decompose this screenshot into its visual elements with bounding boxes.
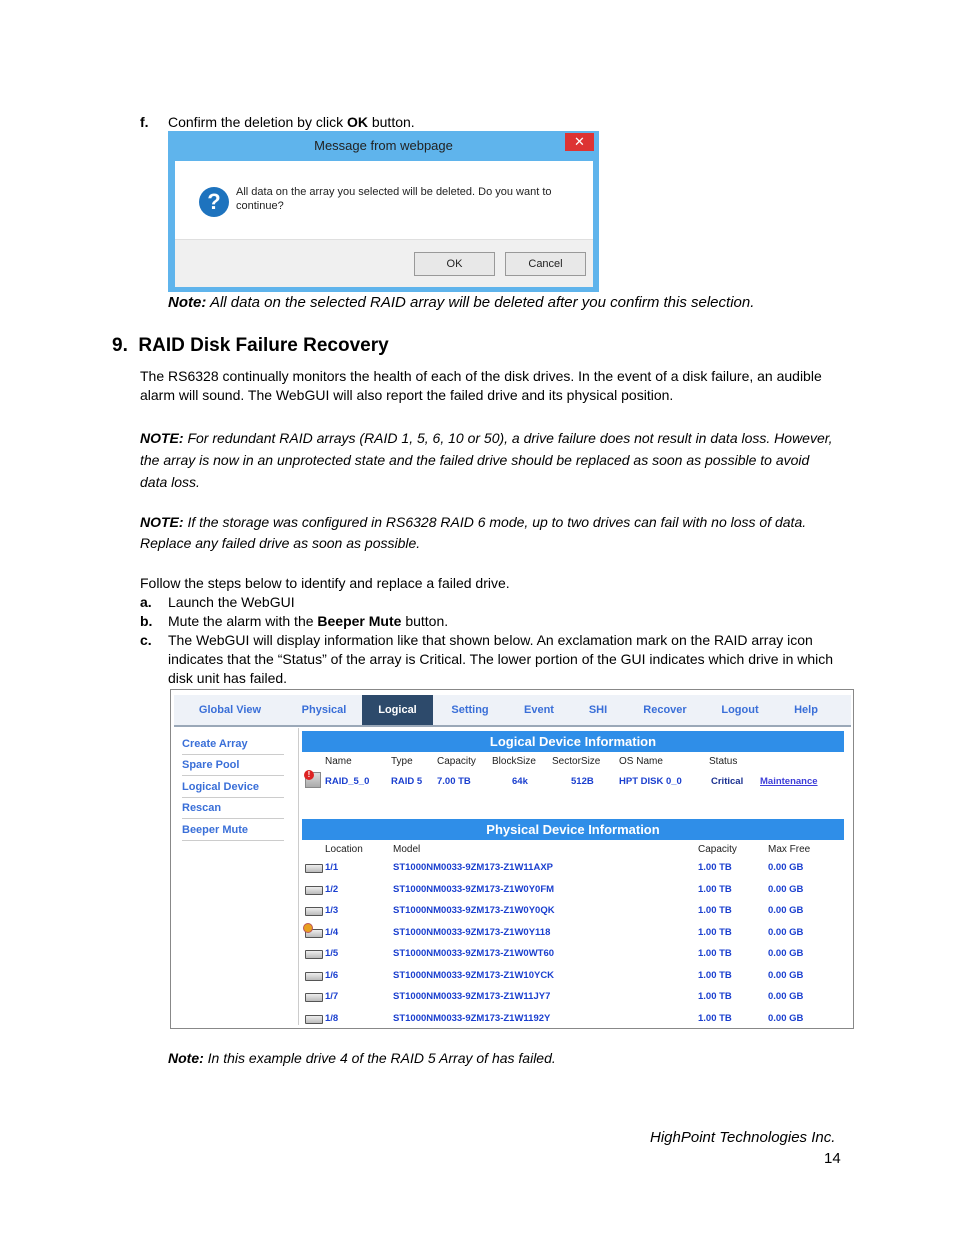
disk-location: 1/5 [325, 948, 339, 959]
step-a-letter: a. [140, 594, 152, 610]
array-sectorsize: 512B [571, 776, 594, 787]
col-os-name: OS Name [619, 756, 663, 767]
dialog-footer [175, 239, 593, 287]
disk-capacity: 1.00 TB [698, 905, 732, 916]
confirm-dialog [168, 131, 599, 292]
disk-location: 1/3 [325, 905, 339, 916]
disk-max-free: 0.00 GB [768, 1013, 804, 1024]
array-type: RAID 5 [391, 776, 423, 787]
array-blocksize: 64k [512, 776, 528, 787]
disk-capacity: 1.00 TB [698, 884, 732, 895]
col-location: Location [325, 844, 363, 855]
disk-model: ST1000NM0033-9ZM173-Z1W10YCK [393, 970, 555, 981]
tab-recover[interactable]: Recover [643, 704, 687, 716]
array-capacity: 7.00 TB [437, 776, 471, 787]
tab-bar [174, 695, 851, 727]
sidebar-item-create-array[interactable]: Create Array [182, 734, 284, 755]
step-c-letter: c. [140, 632, 152, 648]
disk-capacity: 1.00 TB [698, 970, 732, 981]
step-f-letter: f. [140, 114, 149, 130]
disk-row[interactable] [171, 970, 851, 984]
sidebar-item-spare-pool[interactable]: Spare Pool [182, 755, 284, 776]
tab-event[interactable]: Event [524, 704, 554, 716]
sidebar-item-beeper-mute[interactable]: Beeper Mute [182, 820, 284, 841]
dialog-message: All data on the array you selected will be deleted. Do you want to continue? [236, 186, 552, 212]
note-raid6: NOTE: If the storage was configured in RS6328 RAID 6 mode, up to two drives can fail with no loss of data. Replace any failed drive as soon as possible. [140, 514, 807, 551]
note-redundant: NOTE: For redundant RAID arrays (RAID 1, 5, 6, 10 or 50), a drive failure does not result in data loss. However, the array is now in an unprotected state and the failed drive should be replaced as soon as possible to avoid data loss. [140, 430, 833, 490]
page-number: 14 [824, 1150, 841, 1167]
tab-logout[interactable]: Logout [721, 704, 759, 716]
disk-location: 1/7 [325, 991, 339, 1002]
step-f-text: Confirm the deletion by click OK button. [168, 114, 415, 130]
array-status: Critical [711, 776, 744, 787]
failed-drive-icon [303, 923, 313, 933]
webgui-screenshot [170, 689, 854, 1029]
disk-location: 1/2 [325, 884, 339, 895]
disk-drive-icon [305, 886, 323, 895]
tab-global-view[interactable]: Global View [198, 704, 262, 716]
col-status: Status [709, 756, 738, 767]
disk-row[interactable] [171, 991, 851, 1005]
disk-location: 1/6 [325, 970, 339, 981]
close-icon[interactable]: ✕ [565, 133, 594, 151]
col-disk-capacity: Capacity [698, 844, 737, 855]
disk-model: ST1000NM0033-9ZM173-Z1W0Y0FM [393, 884, 555, 895]
array-os-name: HPT DISK 0_0 [619, 776, 682, 787]
note-confirm: Note: All data on the selected RAID array will be deleted after you confirm this selection. [168, 294, 755, 311]
disk-drive-icon [305, 864, 323, 873]
maintenance-link[interactable]: Maintenance [760, 776, 818, 787]
intro-paragraph: The RS6328 continually monitors the health of each of the disk drives. In the event of a disk failure, an audible alarm will sound. The WebGUI will also report the failed drive and its physical position. [140, 368, 822, 403]
disk-capacity: 1.00 TB [698, 927, 732, 938]
note-example: Note: In this example drive 4 of the RAID 5 Array of has failed. [168, 1050, 556, 1066]
question-icon: ? [199, 187, 229, 217]
disk-max-free: 0.00 GB [768, 970, 804, 981]
col-type: Type [391, 756, 413, 767]
disk-max-free: 0.00 GB [768, 948, 804, 959]
step-b-text: Mute the alarm with the Beeper Mute button. [168, 613, 449, 629]
disk-capacity: 1.00 TB [698, 862, 732, 873]
disk-row[interactable] [171, 927, 851, 941]
col-capacity: Capacity [437, 756, 476, 767]
disk-capacity: 1.00 TB [698, 1013, 732, 1024]
step-b-letter: b. [140, 613, 153, 629]
disk-row[interactable] [171, 905, 851, 919]
sidebar-item-logical-device[interactable]: Logical Device [182, 777, 284, 798]
disk-drive-icon [305, 972, 323, 981]
disk-max-free: 0.00 GB [768, 927, 804, 938]
tab-logical[interactable]: Logical [362, 695, 433, 725]
disk-row[interactable] [171, 1013, 851, 1027]
disk-max-free: 0.00 GB [768, 991, 804, 1002]
steps-intro: Follow the steps below to identify and replace a failed drive. [140, 575, 510, 591]
disk-model: ST1000NM0033-9ZM173-Z1W0Y0QK [393, 905, 555, 916]
disk-row[interactable] [171, 862, 851, 876]
disk-max-free: 0.00 GB [768, 884, 804, 895]
logical-header: Logical Device Information [302, 731, 844, 752]
col-blocksize: BlockSize [492, 756, 536, 767]
dialog-title: Message from webpage [314, 138, 453, 153]
sidebar-item-rescan[interactable]: Rescan [182, 798, 284, 819]
disk-location: 1/4 [325, 927, 339, 938]
array-name: RAID_5_0 [325, 776, 370, 787]
ok-button[interactable]: OK [414, 252, 495, 276]
disk-drive-icon [305, 993, 323, 1002]
section-heading: 9. RAID Disk Failure Recovery [112, 335, 389, 356]
col-max-free: Max Free [768, 844, 811, 855]
col-name: Name [325, 756, 352, 767]
disk-location: 1/1 [325, 862, 339, 873]
raid-array-icon [305, 772, 321, 788]
disk-drive-icon [305, 950, 323, 959]
col-model: Model [393, 844, 421, 855]
disk-capacity: 1.00 TB [698, 948, 732, 959]
disk-model: ST1000NM0033-9ZM173-Z1W11JY7 [393, 991, 551, 1002]
disk-model: ST1000NM0033-9ZM173-Z1W0WT60 [393, 948, 555, 959]
step-a-text: Launch the WebGUI [168, 594, 295, 610]
disk-row[interactable] [171, 948, 851, 962]
tab-help[interactable]: Help [794, 704, 818, 716]
exclamation-icon: ! [304, 770, 314, 780]
disk-capacity: 1.00 TB [698, 991, 732, 1002]
disk-row[interactable] [171, 884, 851, 898]
disk-max-free: 0.00 GB [768, 862, 804, 873]
col-sectorsize: SectorSize [552, 756, 601, 767]
tab-setting[interactable]: Setting [451, 704, 489, 716]
tab-shi[interactable]: SHI [588, 704, 608, 716]
disk-model: ST1000NM0033-9ZM173-Z1W1192Y [393, 1013, 551, 1024]
footer-company: HighPoint Technologies Inc. [650, 1129, 836, 1146]
cancel-button[interactable]: Cancel [505, 252, 586, 276]
disk-model: ST1000NM0033-9ZM173-Z1W0Y118 [393, 927, 551, 938]
disk-max-free: 0.00 GB [768, 905, 804, 916]
tab-physical[interactable]: Physical [301, 704, 347, 716]
physical-header: Physical Device Information [302, 819, 844, 840]
dialog-body [175, 161, 593, 286]
disk-drive-icon [305, 1015, 323, 1024]
step-c-text: The WebGUI will display information like that shown below. An exclamation mark on the RAID array icon indicates that the “Status” of the array is Critical. The lower portion of the GUI indicates which drive in which disk unit has failed. [168, 632, 834, 686]
disk-location: 1/8 [325, 1013, 339, 1024]
disk-model: ST1000NM0033-9ZM173-Z1W11AXP [393, 862, 553, 873]
disk-drive-icon [305, 907, 323, 916]
